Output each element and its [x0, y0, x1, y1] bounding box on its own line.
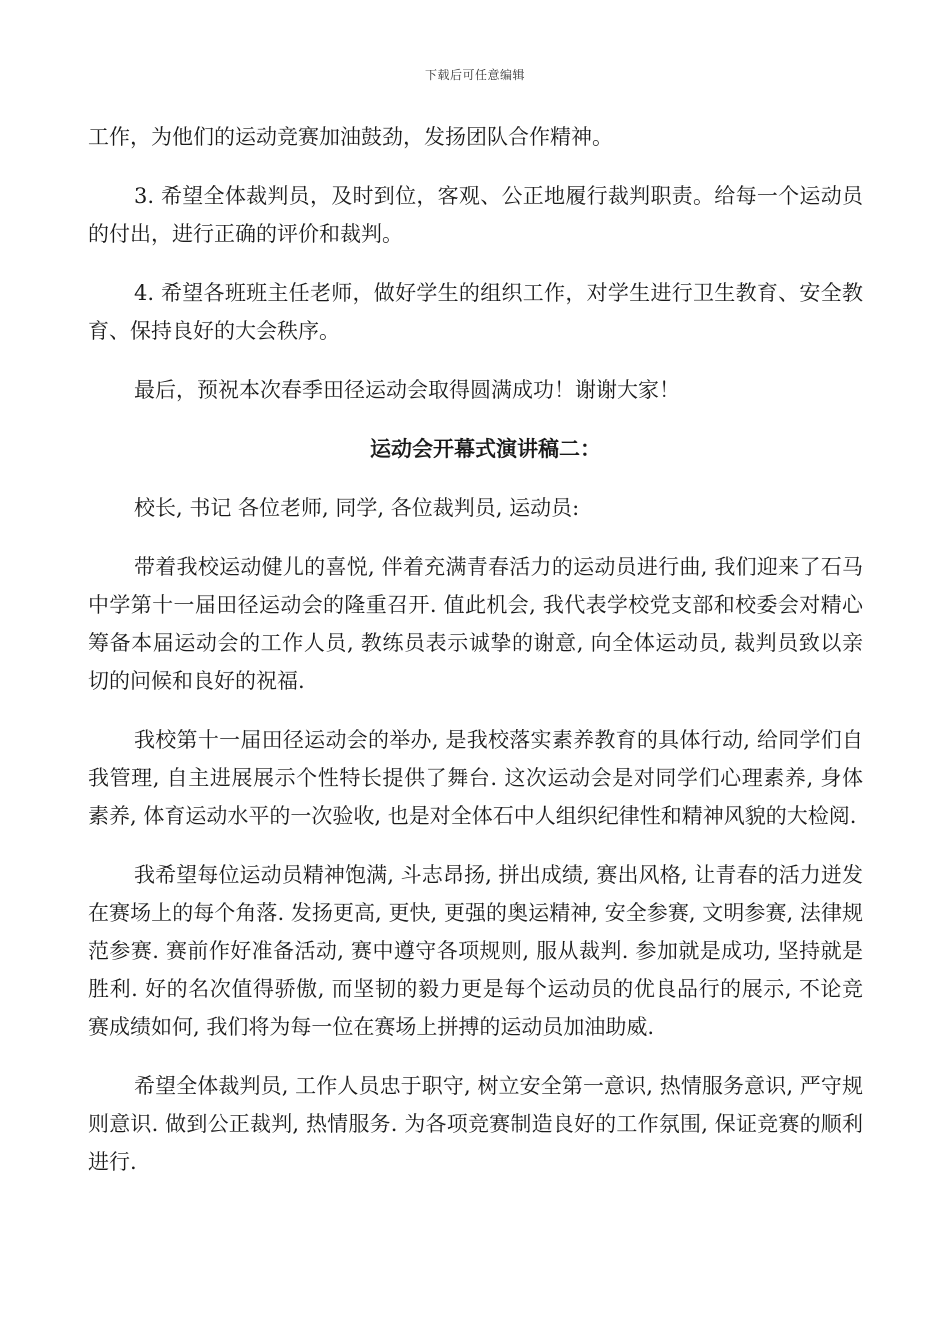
paragraph-athletes: 我希望每位运动员精神饱满, 斗志昂扬, 拼出成绩, 赛出风格, 让青春的活力迸发在赛场上的每个角落. 发扬更高, 更快, 更强的奥运精神, 安全参赛, 文明参赛, 法律规范参赛. 赛前作好准备活动, 赛中遵守各项规则, 服从裁判. 参加就是成功, 坚持就是胜利. 好的名次值得骄傲, 而坚韧的毅力更是每个运动员的优良品行的展示, 不论竞赛成绩如何, 我们将为每一位在赛场上拼搏的运动员加油助威. [88, 863, 863, 1039]
section-title: 运动会开幕式演讲稿二： [370, 437, 601, 461]
paragraph-opening: 带着我校运动健儿的喜悦, 伴着充满青春活力的运动员进行曲, 我们迎来了石马中学第十一届田径运动会的隆重召开. 值此机会, 我代表学校党支部和校委会对精心筹备本届运动会的工作人员, 教练员表示诚挚的谢意, 向全体运动员, 裁判员致以亲切的问候和良好的祝福. [88, 555, 863, 693]
document-body [88, 118, 863, 1202]
paragraph-referees: 希望全体裁判员, 工作人员忠于职守, 树立安全第一意识, 热情服务意识, 严守规则意识. 做到公正裁判, 热情服务. 为各项竞赛制造良好的工作氛围, 保证竞赛的顺利进行. [88, 1074, 863, 1174]
paragraph-item-4: 4. 希望各班班主任老师，做好学生的组织工作，对学生进行卫生教育、安全教育、保持良好的大会秩序。 [88, 281, 863, 343]
paragraph-item-3: 3. 希望全体裁判员，及时到位，客观、公正地履行裁判职责。给每一个运动员的付出，进行正确的评价和裁判。 [88, 184, 863, 246]
paragraph-closing: 最后，预祝本次春季田径运动会取得圆满成功！谢谢大家！ [134, 378, 680, 402]
paragraph-continuation: 工作，为他们的运动竞赛加油鼓劲，发扬团队合作精神。 [88, 125, 613, 149]
paragraph-salutation: 校长, 书记 各位老师, 同学, 各位裁判员, 运动员: [134, 496, 580, 520]
header-note: 下载后可任意编辑 [424, 68, 525, 82]
paragraph-purpose: 我校第十一届田径运动会的举办, 是我校落实素养教育的具体行动, 给同学们自我管理, 自主进展展示个性特长提供了舞台. 这次运动会是对同学们心理素养, 身体素养, 体育运动水平的一次验收, 也是对全体石中人组织纪律性和精神风貌的大检阅. [88, 728, 863, 828]
